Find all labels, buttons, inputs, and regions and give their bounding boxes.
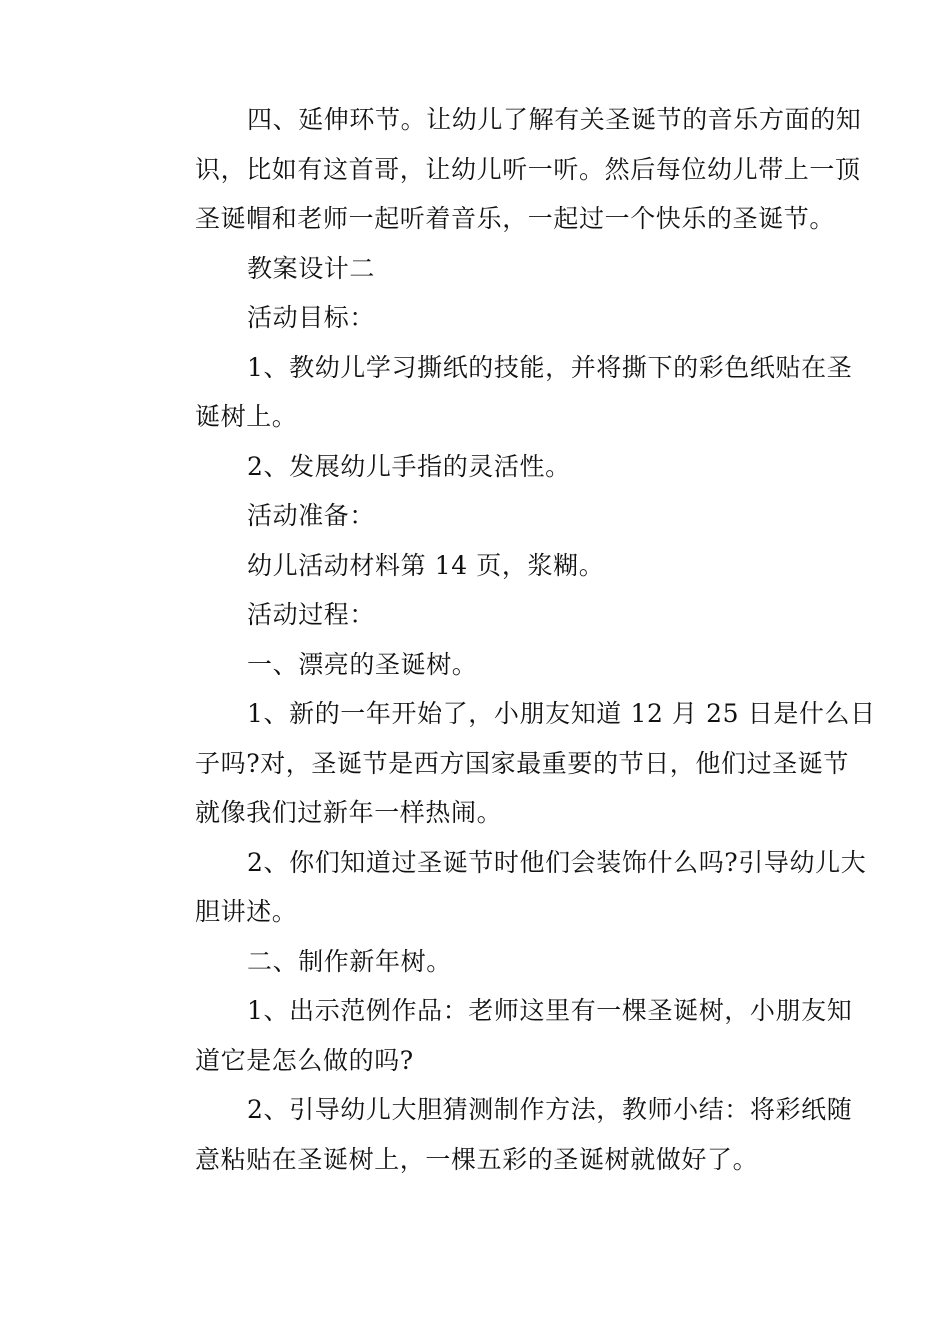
- text-line: 教案设计二: [247, 253, 376, 283]
- process-step-one-item-1: [145, 689, 876, 838]
- process-step-one-item-2: [145, 838, 867, 937]
- text-line: 2、你们知道过圣诞节时他们会装饰什么吗?引导幼儿大: [247, 847, 867, 877]
- process-step-two-heading: [145, 937, 807, 987]
- heading-activity-process: [145, 590, 807, 640]
- text-line: 道它是怎么做的吗?: [195, 1045, 414, 1075]
- goal-item-1: [145, 343, 853, 442]
- text-line: 一、漂亮的圣诞树。: [247, 649, 478, 679]
- text-line: 二、制作新年树。: [247, 946, 452, 976]
- text-line: 就像我们过新年一样热闹。: [195, 798, 503, 827]
- text-line: 1、新的一年开始了，小朋友知道 12 月 25 日是什么日: [247, 699, 876, 728]
- heading-activity-preparation: [145, 491, 807, 541]
- text-line: 胆讲述。: [195, 897, 298, 926]
- process-step-two-item-1: [145, 986, 853, 1085]
- process-step-two-item-2: [145, 1085, 853, 1184]
- text-line: 活动准备：: [247, 501, 376, 530]
- text-line: 1、教幼儿学习撕纸的技能，并将撕下的彩色纸贴在圣: [247, 352, 853, 382]
- text-line: 幼儿活动材料第 14 页，浆糊。: [247, 550, 605, 580]
- text-line: 四、延伸环节。让幼儿了解有关圣诞节的音乐方面的知: [247, 105, 862, 134]
- preparation-materials: [145, 541, 807, 591]
- text-line: 1、出示范例作品：老师这里有一棵圣诞树，小朋友知: [247, 996, 853, 1025]
- text-line: 圣诞帽和老师一起听着音乐，一起过一个快乐的圣诞节。: [195, 204, 836, 233]
- paragraph-extension-section: [145, 95, 862, 244]
- text-line: 活动过程：: [247, 600, 376, 629]
- text-line: 子吗?对，圣诞节是西方国家最重要的节日，他们过圣诞节: [195, 748, 850, 778]
- text-line: 活动目标：: [247, 303, 376, 332]
- text-line: 意粘贴在圣诞树上，一棵五彩的圣诞树就做好了。: [195, 1144, 759, 1174]
- text-line: 2、发展幼儿手指的灵活性。: [247, 451, 571, 481]
- process-step-one-heading: [145, 640, 807, 690]
- section-heading-lesson-plan-two: [145, 244, 807, 294]
- text-line: 诞树上。: [195, 402, 298, 431]
- heading-activity-goals: [145, 293, 807, 343]
- goal-item-2: [145, 442, 807, 492]
- text-line: 2、引导幼儿大胆猜测制作方法，教师小结：将彩纸随: [247, 1095, 853, 1124]
- document-body: [145, 95, 876, 1184]
- text-line: 识，比如有这首哥，让幼儿听一听。然后每位幼儿带上一顶: [195, 154, 861, 184]
